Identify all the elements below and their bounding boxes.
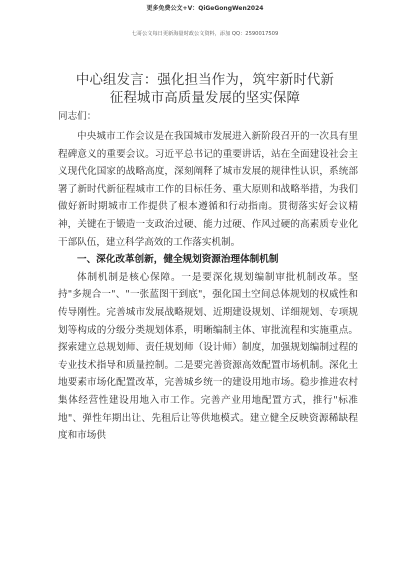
page-title xyxy=(0,72,410,108)
title-line-1: 中心组发言：强化担当作为，筑牢新时代新 xyxy=(75,73,335,88)
salutation: 同志们： xyxy=(58,111,97,122)
top-banner: 更多免费公文+V：QiGeGongWen2024 xyxy=(146,5,264,12)
section-1-paragraph: 体制机制是核心保障。一是要深化规划编制审批机制改革。坚持"多规合一"、"一张蓝图干到底"，强化国土空间总体规划的权威性和传导刚性。完善城市发展战略规划、近期建设规划、详细规划、专项规划等构成的分级分类规划体系，明晰编制主体、审批流程和实施重点。探索建立总规划师、责任规划师（设计师）制度，加强规划编制过程的专业技术指导和质量控制。二是要完善资源高效配置市场机制。深化土地要素市场化配置改革，完善城乡统一的建设用地市场。稳步推进农村集体经营性建设用地入市工作。完善产业用地配置方式，推行"标准地"、弹性年期出让、先租后让等供地模式。建立健全反映资源稀缺程度和市场供 xyxy=(58,271,358,442)
sub-banner: 七哥公文每日更新海量时政公文资料，添加 QQ：2590017509 xyxy=(131,31,279,37)
section-1-heading: 一、深化改革创新，健全规划资源治理体制机制 xyxy=(77,254,279,266)
document-body xyxy=(58,128,358,445)
title-line-2: 征程城市高质量发展的坚实保障 xyxy=(109,91,301,106)
intro-paragraph: 中央城市工作会议是在我国城市发展进入新阶段召开的一次具有里程碑意义的重要会议。习近平总书记的重要讲话，站在全面建设社会主义现代化国家的战略高度，深刻阐释了城市发展的规律性认识，系统部署了新时代新征程城市工作的目标任务、重大原则和战略举措，为我们做好新时期城市工作提供了根本遵循和行动指南。贯彻落实好会议精神，关键在于锻造一支政治过硬、能力过硬、作风过硬的高素质专业化干部队伍，建立科学高效的工作落实机制。 xyxy=(58,131,358,248)
